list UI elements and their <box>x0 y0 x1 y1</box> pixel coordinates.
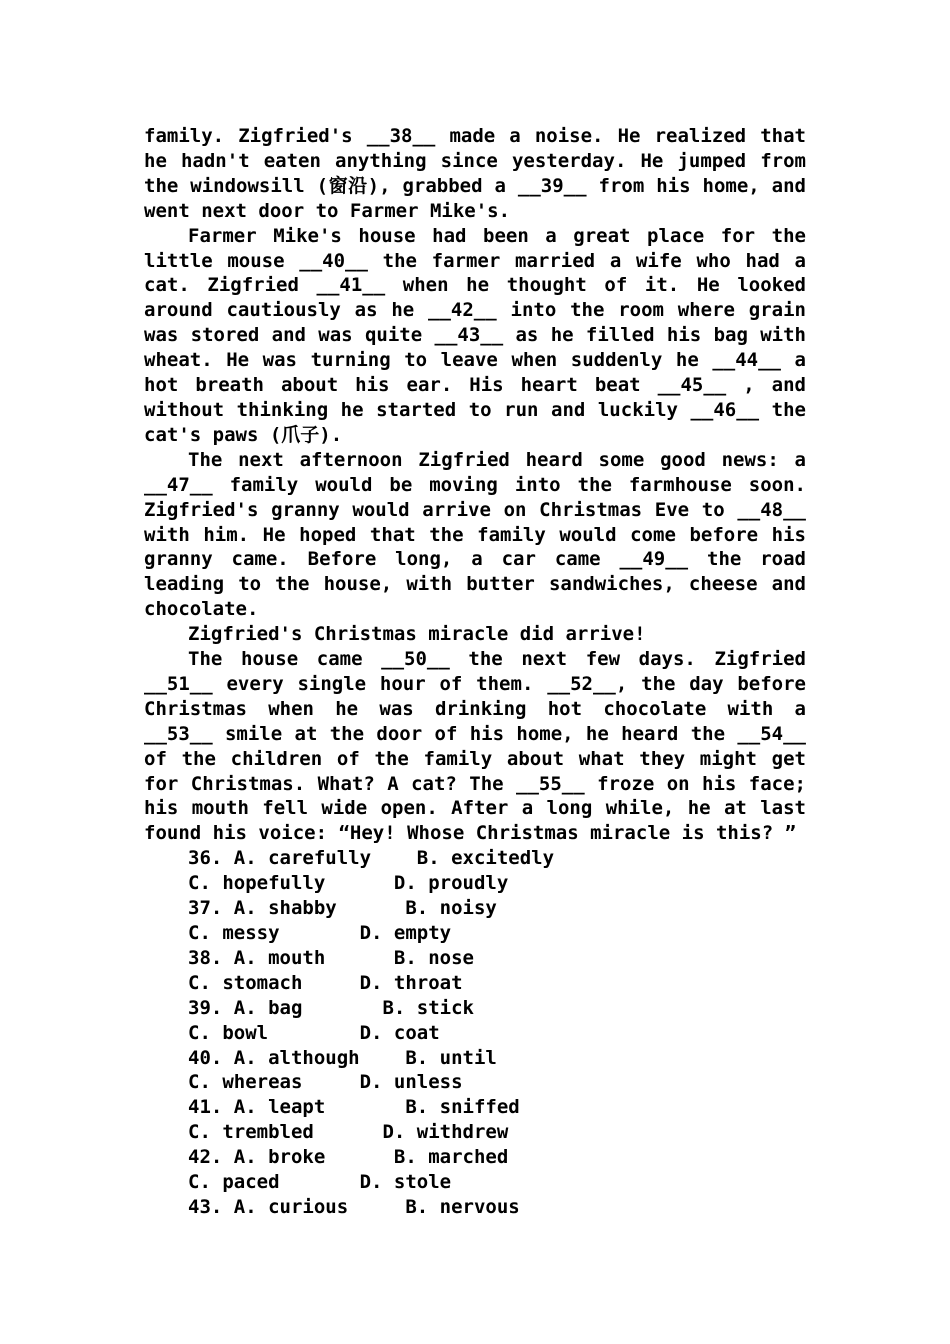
option-line-37b: C. messy D. empty <box>188 922 452 944</box>
option-line-38b: C. stomach D. throat <box>188 971 463 994</box>
option-line-39b: C. bowl D. coat <box>188 1021 440 1044</box>
option-line-42b: C. paced D. stole <box>188 1171 452 1194</box>
option-line-36a: 36. A. carefully B. excitedly <box>188 847 555 870</box>
answer-options <box>144 846 806 1220</box>
option-line-40a: 40. A. although B. until <box>188 1046 497 1069</box>
document-page <box>144 124 806 1220</box>
option-line-41a: 41. A. leapt B. sniffed <box>188 1096 520 1119</box>
option-line-37a: 37. A. shabby B. noisy <box>188 897 497 920</box>
cloze-passage <box>144 124 806 846</box>
option-line-42a: 42. A. broke B. marched <box>188 1146 509 1169</box>
option-line-38a: 38. A. mouth B. nose <box>188 946 474 969</box>
option-line-41b: C. trembled D. withdrew <box>188 1121 509 1144</box>
paragraph-4: Zigfried's Christmas miracle did arrive! <box>188 623 646 646</box>
paragraph-1: family. Zigfried's __38__ made a noise. He realized that he hadn't eaten anything since yesterday. He jumped from the windowsill (窗沿), grabbed a __39__ from his home, and went next door to Farmer Mike's. <box>144 125 806 222</box>
option-line-36b: C. hopefully D. proudly <box>188 872 509 895</box>
option-line-39a: 39. A. bag B. stick <box>188 996 474 1019</box>
paragraph-5: The house came __50__ the next few days. Zigfried __51__ every single hour of them. __52__, the day before Christmas when he was drinking hot chocolate with a __53__ smile at the door of his home, he heard the __54__ of the children of the family about what they might get for Christmas. What? A cat? The __55__ froze on his face; his mouth fell wide open. After a long while, he at last found his voice: “Hey! Whose Christmas miracle is this? ” <box>144 648 806 845</box>
option-line-40b: C. whereas D. unless <box>188 1071 463 1094</box>
paragraph-3: The next afternoon Zigfried heard some good news: a __47__ family would be moving into the farmhouse soon. Zigfried's granny would arrive on Christmas Eve to __48__ with him. He hoped that the family would come before his granny came. Before long, a car came __49__ the road leading to the house, with butter sandwiches, cheese and chocolate. <box>144 448 806 621</box>
option-line-43a: 43. A. curious B. nervous <box>188 1195 520 1218</box>
paragraph-2: Farmer Mike's house had been a great place for the little mouse __40__ the farmer married a wife who had a cat. Zigfried __41__ when he thought of it. He looked around cautiously as he __42__ into the room where grain was stored and was quite __43__ as he filled his bag with wheat. He was turning to leave when suddenly he __44__ a hot breath about his ear. His heart beat __45__ , and without thinking he started to run and luckily __46__ the cat's paws (爪子). <box>144 224 806 446</box>
